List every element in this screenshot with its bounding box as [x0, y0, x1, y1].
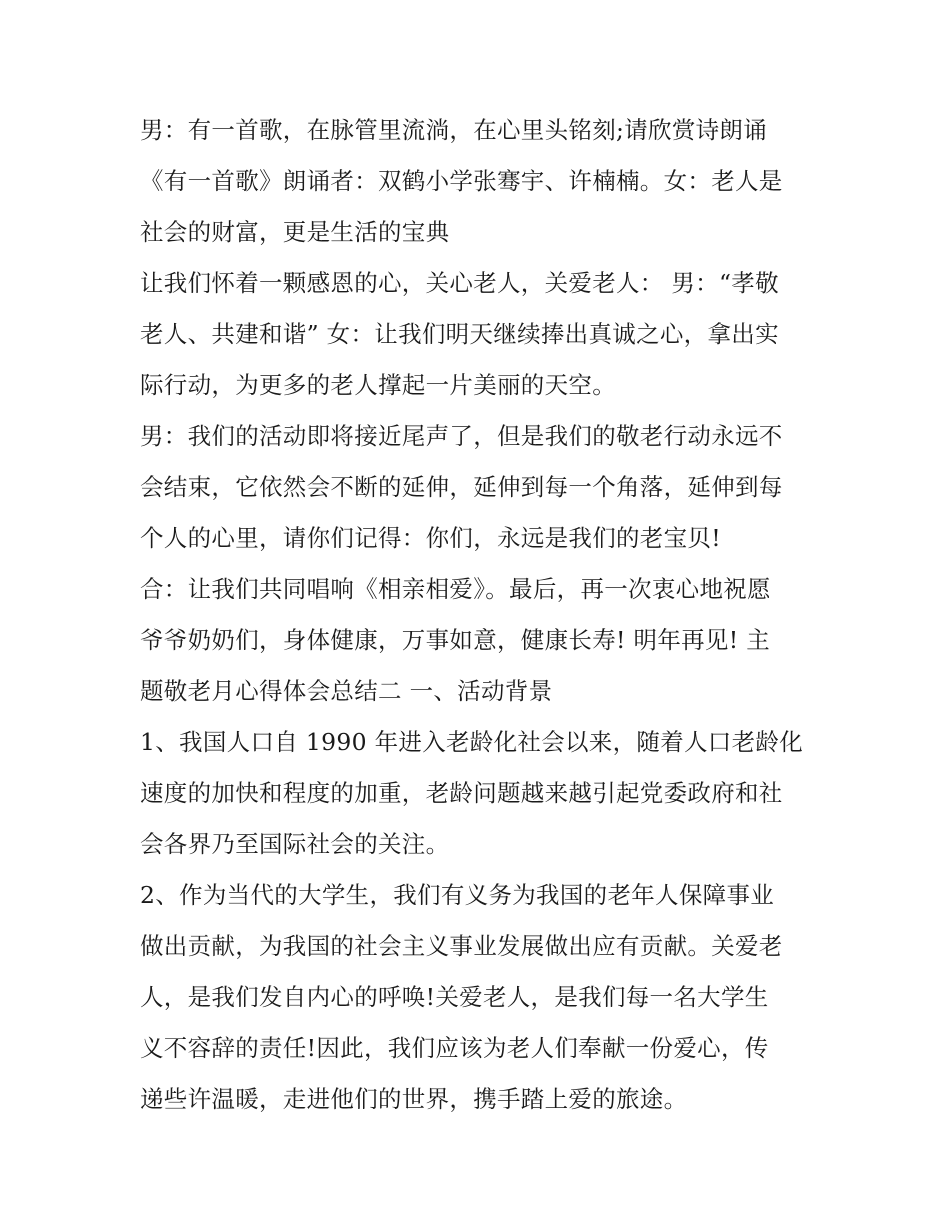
text-line: 速度的加快和程度的加重，老龄问题越来越引起党委政府和社 [140, 779, 783, 807]
document-body [140, 105, 820, 1125]
text-line: 会各界乃至国际社会的关注。 [140, 830, 450, 858]
text-line: 爷爷奶奶们，身体健康，万事如意，健康长寿! 明年再见! 主 [140, 626, 771, 654]
text-line: 合：让我们共同唱响《相亲相爱》。最后，再一次衷心地祝愿 [140, 575, 771, 603]
text-line: 人，是我们发自内心的呼唤!关爱老人，是我们每一名大学生 [140, 983, 769, 1011]
text-line: 递些许温暖，走进他们的世界，携手踏上爱的旅途。 [140, 1085, 688, 1113]
text-line: 让我们怀着一颗感恩的心，关心老人，关爱老人： 男：“孝敬 [140, 269, 779, 297]
text-line: 2、作为当代的大学生，我们有义务为我国的老年人保障事业 [140, 881, 775, 909]
text-line: 1、我国人口自 1990 年进入老龄化社会以来，随着人口老龄化 [140, 728, 803, 756]
text-line: 义不容辞的责任!因此，我们应该为老人们奉献一份爱心，传 [140, 1034, 769, 1062]
text-line: 男：我们的活动即将接近尾声了，但是我们的敬老行动永远不 [140, 422, 783, 450]
text-line: 男：有一首歌，在脉管里流淌，在心里头铭刻;请欣赏诗朗诵 [140, 116, 768, 144]
text-line: 个人的心里，请你们记得：你们，永远是我们的老宝贝! [140, 524, 721, 552]
text-line: 题敬老月心得体会总结二 一、活动背景 [140, 677, 553, 705]
text-line: 社会的财富，更是生活的宝典 [140, 218, 450, 246]
text-line: 老人、共建和谐” 女：让我们明天继续捧出真诚之心，拿出实 [140, 320, 779, 348]
text-line: 做出贡献，为我国的社会主义事业发展做出应有贡献。关爱老 [140, 932, 783, 960]
text-line: 《有一首歌》朗诵者：双鹤小学张骞宇、许楠楠。女：老人是 [140, 167, 783, 195]
text-line: 会结束，它依然会不断的延伸，延伸到每一个角落，延伸到每 [140, 473, 783, 501]
text-line: 际行动，为更多的老人撑起一片美丽的天空。 [140, 371, 616, 399]
